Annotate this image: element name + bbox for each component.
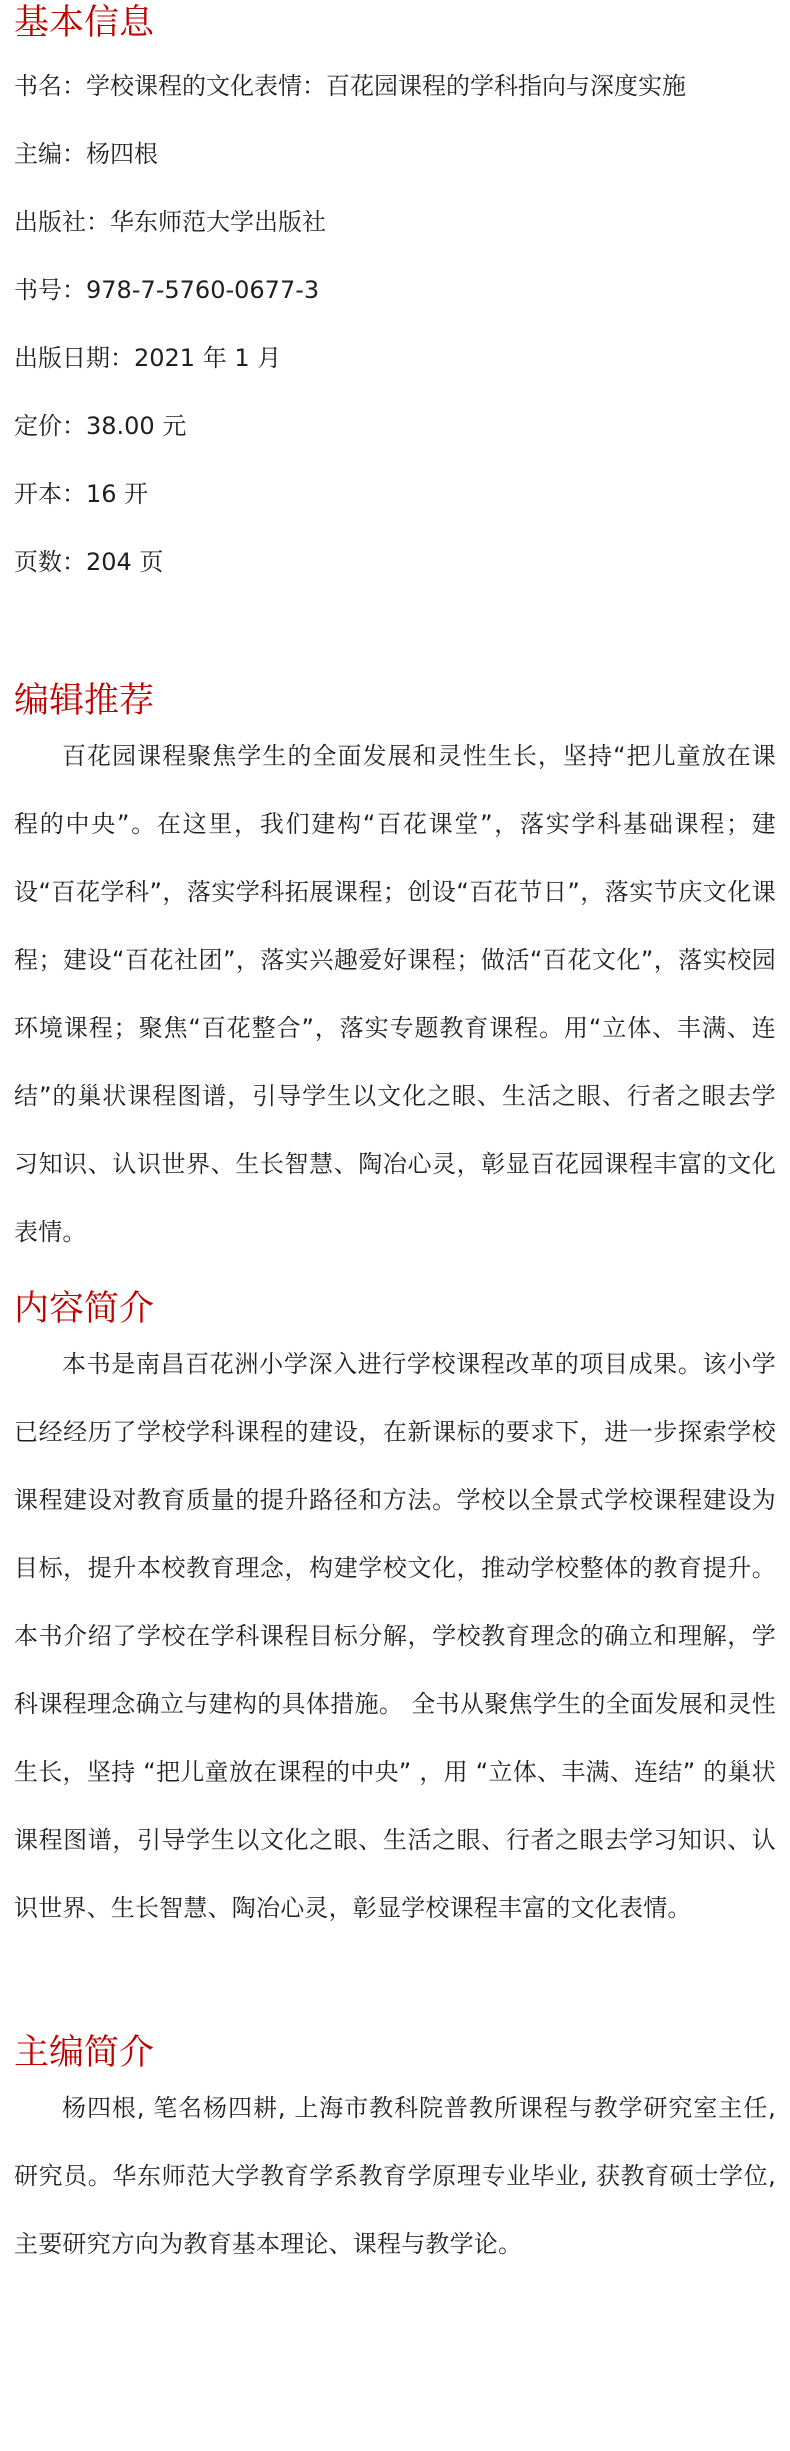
basic-info-heading: 基本信息: [14, 3, 155, 43]
info-publish-date: 出版日期：2021 年 1 月: [14, 344, 282, 372]
basic-info-list: [14, 70, 776, 614]
content-intro-text: 本书是南昌百花洲小学深入进行学校课程改革的项目成果。该小学已经经历了学校学科课程的建设，在新课标的要求下，进一步探索学校课程建设对教育质量的提升路径和方法。学校以全景式学校课程建设为目标，提升本校教育理念，构建学校文化，推动学校整体的教育提升。本书介绍了学校在学科课程目标分解，学校教育理念的确立和理解，学科课程理念确立与建构的具体措施。 全书从聚焦学生的全面发展和灵性生长，坚持 “把儿童放在课程的中央” ，用 “立体、丰满、连结” 的巢状课程图谱，引导学生以文化之眼、生活之眼、行者之眼去学习知识、认识世界、生长智慧、陶冶心灵，彰显学校课程丰富的文化表情。: [14, 1350, 776, 1922]
editor-bio-text: 杨四根, 笔名杨四耕, 上海市教科院普教所课程与教学研究室主任, 研究员。华东师范大学教育学系教育学原理专业毕业, 获教育硕士学位, 主要研究方向为教育基本理论、课程与教学论。: [14, 2094, 776, 2258]
basic-info-section: [14, 0, 776, 614]
info-isbn: 书号：978-7-5760-0677-3: [14, 276, 320, 304]
info-book-title: 书名：学校课程的文化表情：百花园课程的学科指向与深度实施: [14, 72, 686, 100]
info-price: 定价：38.00 元: [14, 412, 187, 440]
editor-bio-section: [14, 2032, 776, 2278]
editor-recommendation-heading: 编辑推荐: [14, 681, 155, 721]
info-pages: 页数：204 页: [14, 548, 164, 576]
editor-bio-heading: 主编简介: [14, 2033, 155, 2073]
content-intro-heading: 内容简介: [14, 1289, 155, 1329]
content-intro-section: [14, 1288, 776, 1942]
editor-recommendation-text: 百花园课程聚焦学生的全面发展和灵性生长，坚持“把儿童放在课程的中央”。在这里，我们建构“百花课堂”，落实学科基础课程；建设“百花学科”，落实学科拓展课程；创设“百花节日”，落实节庆文化课程；建设“百花社团”，落实兴趣爱好课程；做活“百花文化”，落实校园环境课程；聚焦“百花整合”，落实专题教育课程。用“立体、丰满、连结”的巢状课程图谱，引导学生以文化之眼、生活之眼、行者之眼去学习知识、认识世界、生长智慧、陶冶心灵，彰显百花园课程丰富的文化表情。: [14, 742, 776, 1246]
info-format: 开本：16 开: [14, 480, 149, 508]
editor-recommendation-section: [14, 680, 776, 1266]
info-chief-editor: 主编：杨四根: [14, 140, 158, 168]
info-publisher: 出版社：华东师范大学出版社: [14, 208, 326, 236]
